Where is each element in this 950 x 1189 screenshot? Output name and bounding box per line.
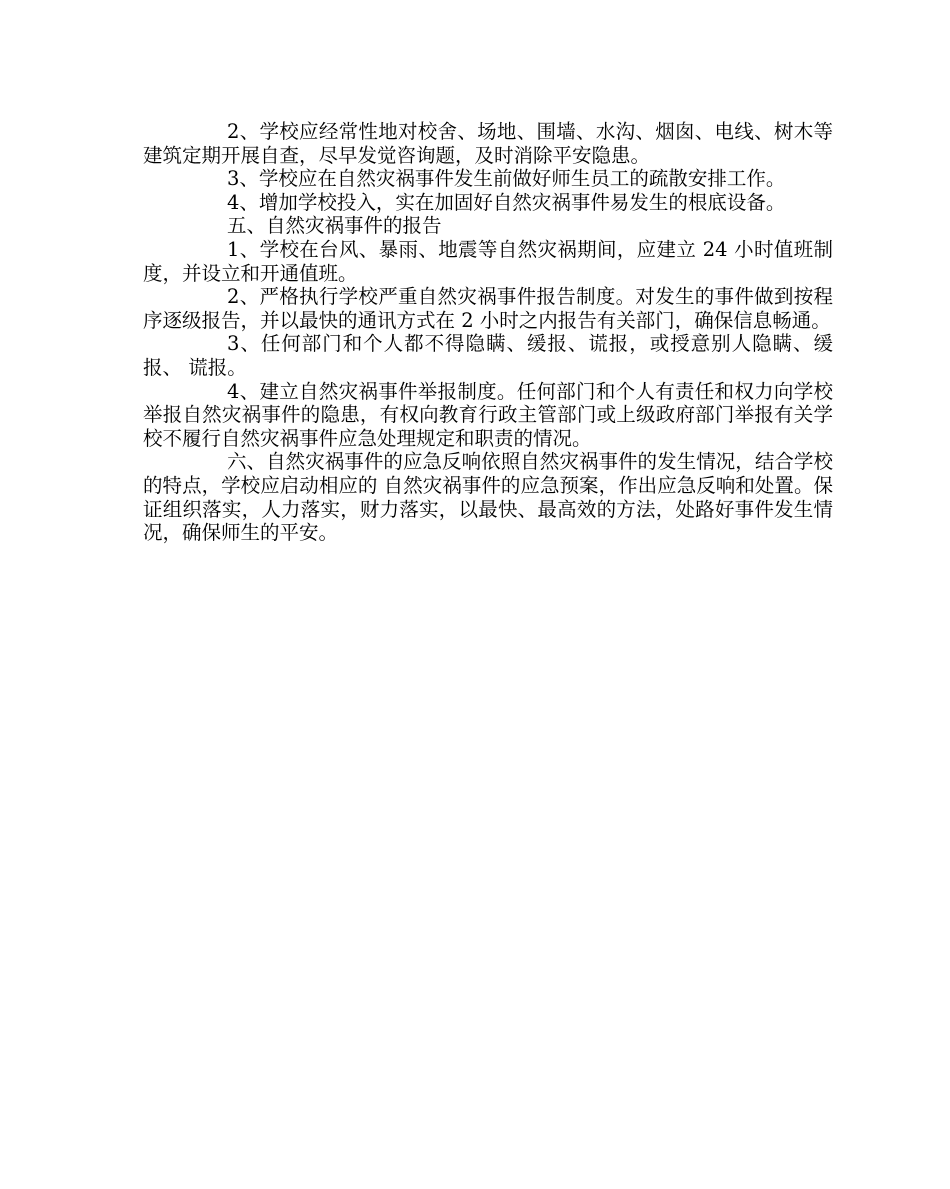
paragraph-evacuation: 3、学校应在自然灾祸事件发生前做好师生员工的疏散安排工作。	[227, 167, 786, 191]
paragraph-emergency-response: 六、自然灾祸事件的应急反响依照自然灾祸事件的发生情况，结合学校的特点，学校应启动相应的 自然灾祸事件的应急预案，作出应急反响和处置。保证组织落实，人力落实，财力落实，以最快、最高效的方法，处路好事件发生情况，确保师生的平安。	[143, 450, 833, 545]
document-body	[143, 120, 833, 545]
paragraph-report-system: 2、严格执行学校严重自然灾祸事件报告制度。对发生的事件做到按程序逐级报告，并以最快的通讯方式在 2 小时之内报告有关部门，确保信息畅通。	[143, 285, 833, 332]
paragraph-investment: 4、增加学校投入，实在加固好自然灾祸事件易发生的根底设备。	[227, 190, 786, 214]
paragraph-duty-system: 1、学校在台风、暴雨、地震等自然灾祸期间，应建立 24 小时值班制度，并设立和开通值班。	[143, 237, 833, 285]
paragraph-inspection: 2、学校应经常性地对校舍、场地、围墙、水沟、烟囱、电线、树木等 建筑定期开展自查，尽早发觉咨询题，及时消除平安隐患。	[143, 120, 833, 167]
paragraph-no-concealment: 3、任何部门和个人都不得隐瞒、缓报、谎报，或授意别人隐瞒、缓报、 谎报。	[143, 332, 833, 379]
paragraph-whistleblowing: 4、建立自然灾祸事件举报制度。任何部门和个人有责任和权力向学校举报自然灾祸事件的隐患，有权向教育行政主管部门或上级政府部门举报有关学校不履行自然灾祸事件应急处理规定和职责的情况。	[143, 379, 833, 450]
section-heading-reporting: 五、自然灾祸事件的报告	[227, 214, 442, 238]
